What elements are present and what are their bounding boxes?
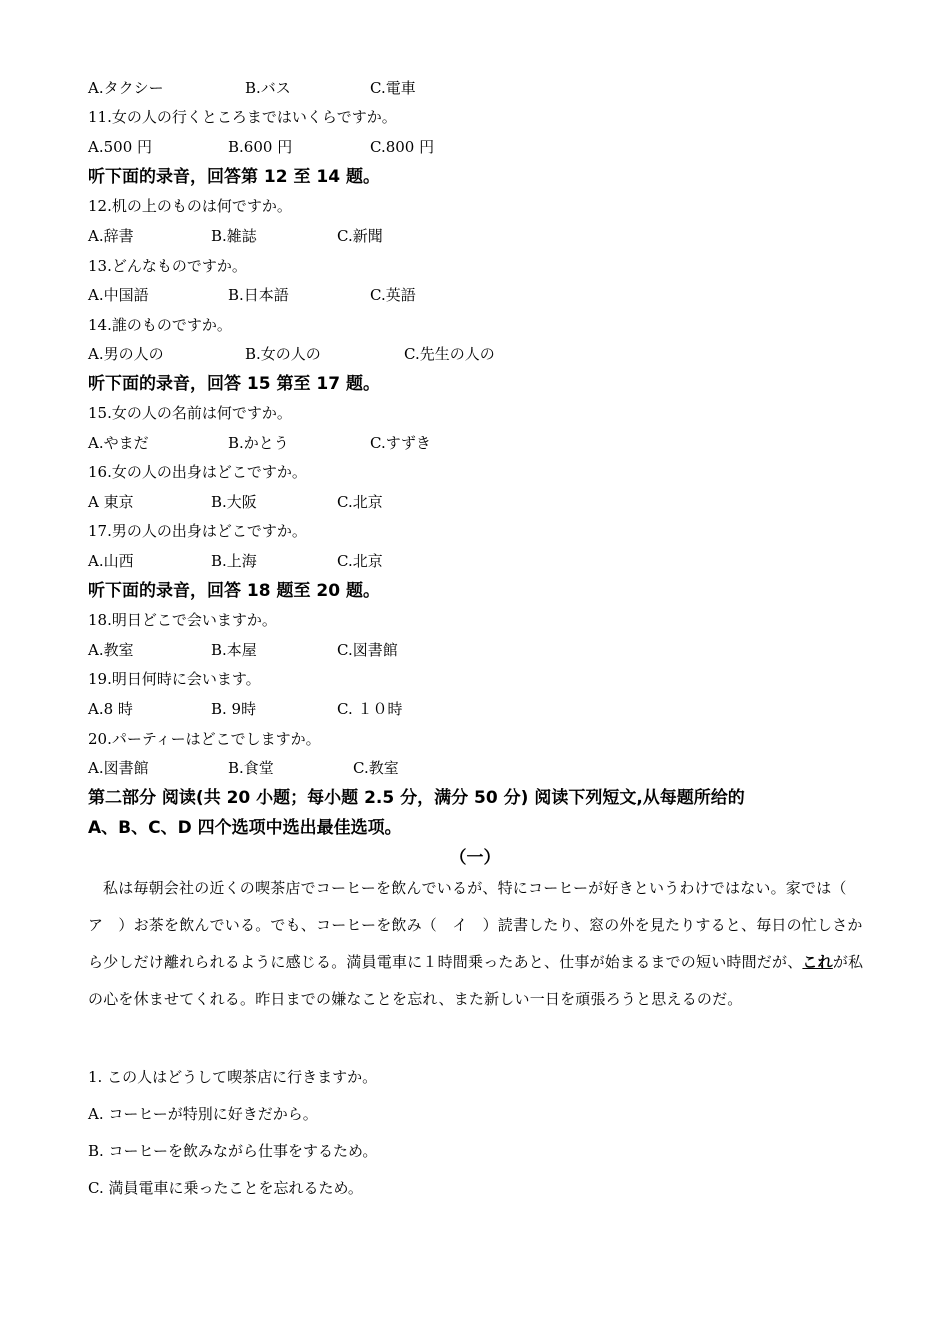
answer-option: A.辞書 [88, 227, 134, 245]
question-text: 15.女の人の名前は何ですか。 [88, 404, 292, 422]
answer-option: B.バス [245, 79, 291, 97]
passage-before: 私は毎朝会社の近くの喫茶店でコーヒーを飲んでいるが、特にコーヒーが好きというわけではない。家では（ ア ）お茶を飲んでいる。でも、コーヒーを飲み（ イ ）読書したり、窓の外を見たりすると、毎日の忙しさから少しだけ離れられるように感じる。満員電車に１時間乗ったあと、仕事が始まるまでの短い時間だが、 [88, 879, 863, 971]
answer-option: C.先生の人の [404, 345, 495, 363]
answer-option: C.800 円 [370, 138, 435, 156]
answer-option: B.本屋 [211, 641, 257, 659]
section-heading: 听下面的录音，回答第 12 至 14 题。 [88, 167, 380, 187]
reading-option-b: B. コーヒーを飲みながら仕事をするため。 [88, 1142, 378, 1160]
reading-passage [88, 870, 864, 1018]
question-text: 17.男の人の出身はどこですか。 [88, 522, 307, 540]
answer-option: C.図書館 [337, 641, 398, 659]
answer-option: C.新聞 [337, 227, 383, 245]
answer-option: A 東京 [88, 493, 134, 511]
passage-underlined-word: これ [802, 953, 833, 971]
question-text: 12.机の上のものは何ですか。 [88, 197, 292, 215]
answer-option: A.男の人の [88, 345, 164, 363]
answer-option: A.教室 [88, 641, 134, 659]
answer-option: B.女の人の [245, 345, 321, 363]
answer-option: C. １０時 [337, 700, 403, 718]
answer-option: C.電車 [370, 79, 416, 97]
section-title: （一） [449, 848, 501, 868]
answer-option: A.山西 [88, 552, 134, 570]
question-text: 19.明日何時に会います。 [88, 670, 261, 688]
answer-option: B.かとう [228, 434, 289, 452]
answer-option: C.北京 [337, 493, 383, 511]
answer-option: A.タクシー [88, 79, 164, 97]
answer-option: A.やまだ [88, 434, 149, 452]
question-text: 13.どんなものですか。 [88, 257, 247, 275]
answer-option: C.英語 [370, 286, 416, 304]
answer-option: A.図書館 [88, 759, 149, 777]
reading-option-c: C. 満員電車に乗ったことを忘れるため。 [88, 1179, 363, 1197]
answer-option: A.500 円 [88, 138, 152, 156]
answer-option: B. 9時 [211, 700, 257, 718]
question-text: 20.パーティーはどこでしますか。 [88, 730, 321, 748]
section-heading: 听下面的录音，回答 15 第至 17 题。 [88, 374, 380, 394]
section-heading: 听下面的录音，回答 18 题至 20 题。 [88, 581, 380, 601]
answer-option: B.600 円 [228, 138, 293, 156]
answer-option: C.教室 [353, 759, 399, 777]
answer-option: A.中国語 [88, 286, 149, 304]
answer-option: B.上海 [211, 552, 257, 570]
passage-after: が私の心を休ませてくれる。昨日までの嫌なことを忘れ、また新しい一日を頑張ろうと思えるのだ。 [88, 953, 864, 1008]
answer-option: B.日本語 [228, 286, 289, 304]
section-heading: 第二部分 阅读(共 20 小题；每小题 2.5 分，满分 50 分) 阅读下列短文,从每题所给的 [88, 788, 745, 808]
answer-option: C.北京 [337, 552, 383, 570]
reading-question-stem: 1. この人はどうして喫茶店に行きますか。 [88, 1068, 378, 1086]
answer-option: B.食堂 [228, 759, 274, 777]
answer-option: B.大阪 [211, 493, 257, 511]
reading-option-a: A. コーヒーが特別に好きだから。 [88, 1105, 318, 1123]
passage-text [88, 870, 864, 1018]
answer-option: C.すずき [370, 434, 431, 452]
answer-option: B.雑誌 [211, 227, 257, 245]
section-heading: A、B、C、D 四个选项中选出最佳选项。 [88, 818, 402, 838]
question-text: 16.女の人の出身はどこですか。 [88, 463, 307, 481]
question-text: 14.誰のものですか。 [88, 316, 232, 334]
question-text: 18.明日どこで会いますか。 [88, 611, 277, 629]
answer-option: A.8 時 [88, 700, 133, 718]
question-text: 11.女の人の行くところまではいくらですか。 [88, 108, 397, 126]
